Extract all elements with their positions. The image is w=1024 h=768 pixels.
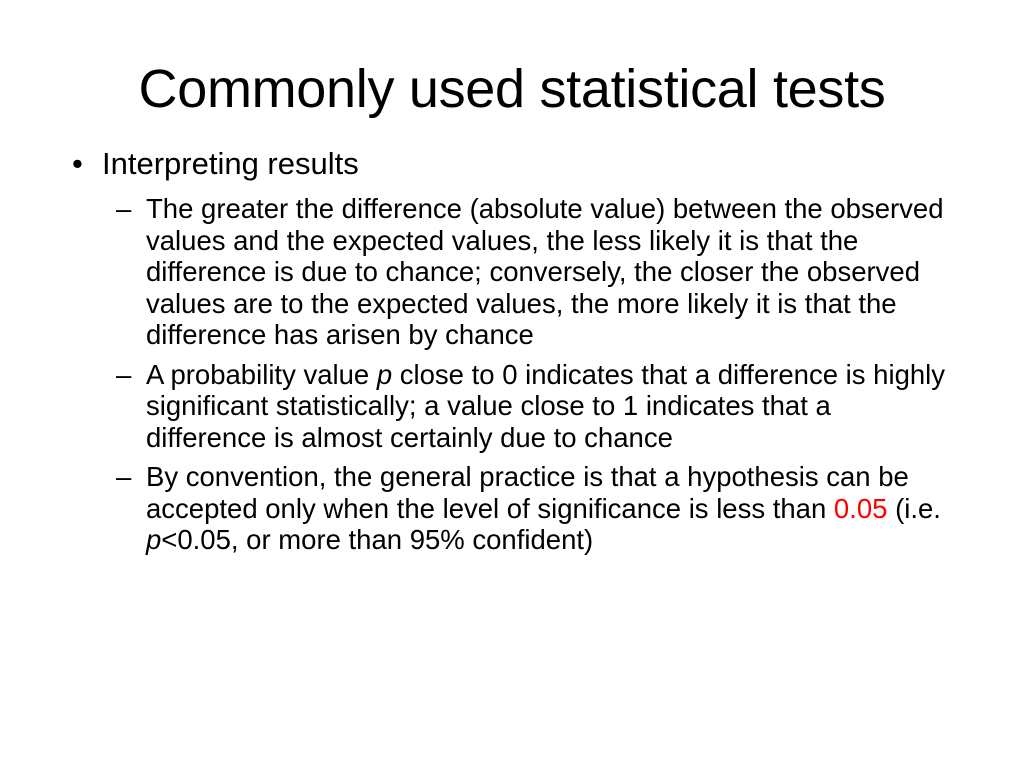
subpoint-convention bbox=[116, 461, 956, 556]
subpoint-difference bbox=[116, 193, 956, 351]
subpoint-probability-value bbox=[116, 359, 956, 454]
subpoint-text-part: close to 0 indicates that a difference is highly significant statistically; a value close to 1 indicates that a difference is almost certainly due to chance bbox=[146, 358, 946, 453]
p-symbol: p bbox=[146, 524, 162, 555]
dash-marker: – bbox=[116, 358, 132, 390]
dash-marker: – bbox=[116, 193, 132, 224]
subpoint-text-part: By convention, the general practice is that a hypothesis can be accepted only when the level of significance is less than bbox=[146, 461, 909, 524]
p-symbol: p bbox=[376, 358, 393, 390]
dash-marker: – bbox=[116, 461, 132, 492]
subpoint-text-part: <0.05, or more than 95% confident) bbox=[161, 524, 594, 555]
significance-threshold: 0.05 bbox=[833, 492, 888, 524]
bullet-marker: • bbox=[72, 146, 83, 181]
subpoint-text bbox=[146, 359, 956, 454]
subpoint-text-part: (i.e. bbox=[887, 492, 941, 524]
subpoint-list bbox=[116, 193, 956, 564]
subpoint-text bbox=[146, 461, 956, 556]
subpoint-text: The greater the difference (absolute value) between the observed values and the expected values, the less likely it is that the difference is due to chance; conversely, the closer the observed values are to the expected values, the more likely it is that the difference has arisen by chance bbox=[146, 193, 944, 350]
subpoint-text-part: A probability value bbox=[146, 358, 377, 390]
bullet-text: Interpreting results bbox=[102, 146, 359, 181]
slide-title: Commonly used statistical tests bbox=[138, 59, 886, 119]
